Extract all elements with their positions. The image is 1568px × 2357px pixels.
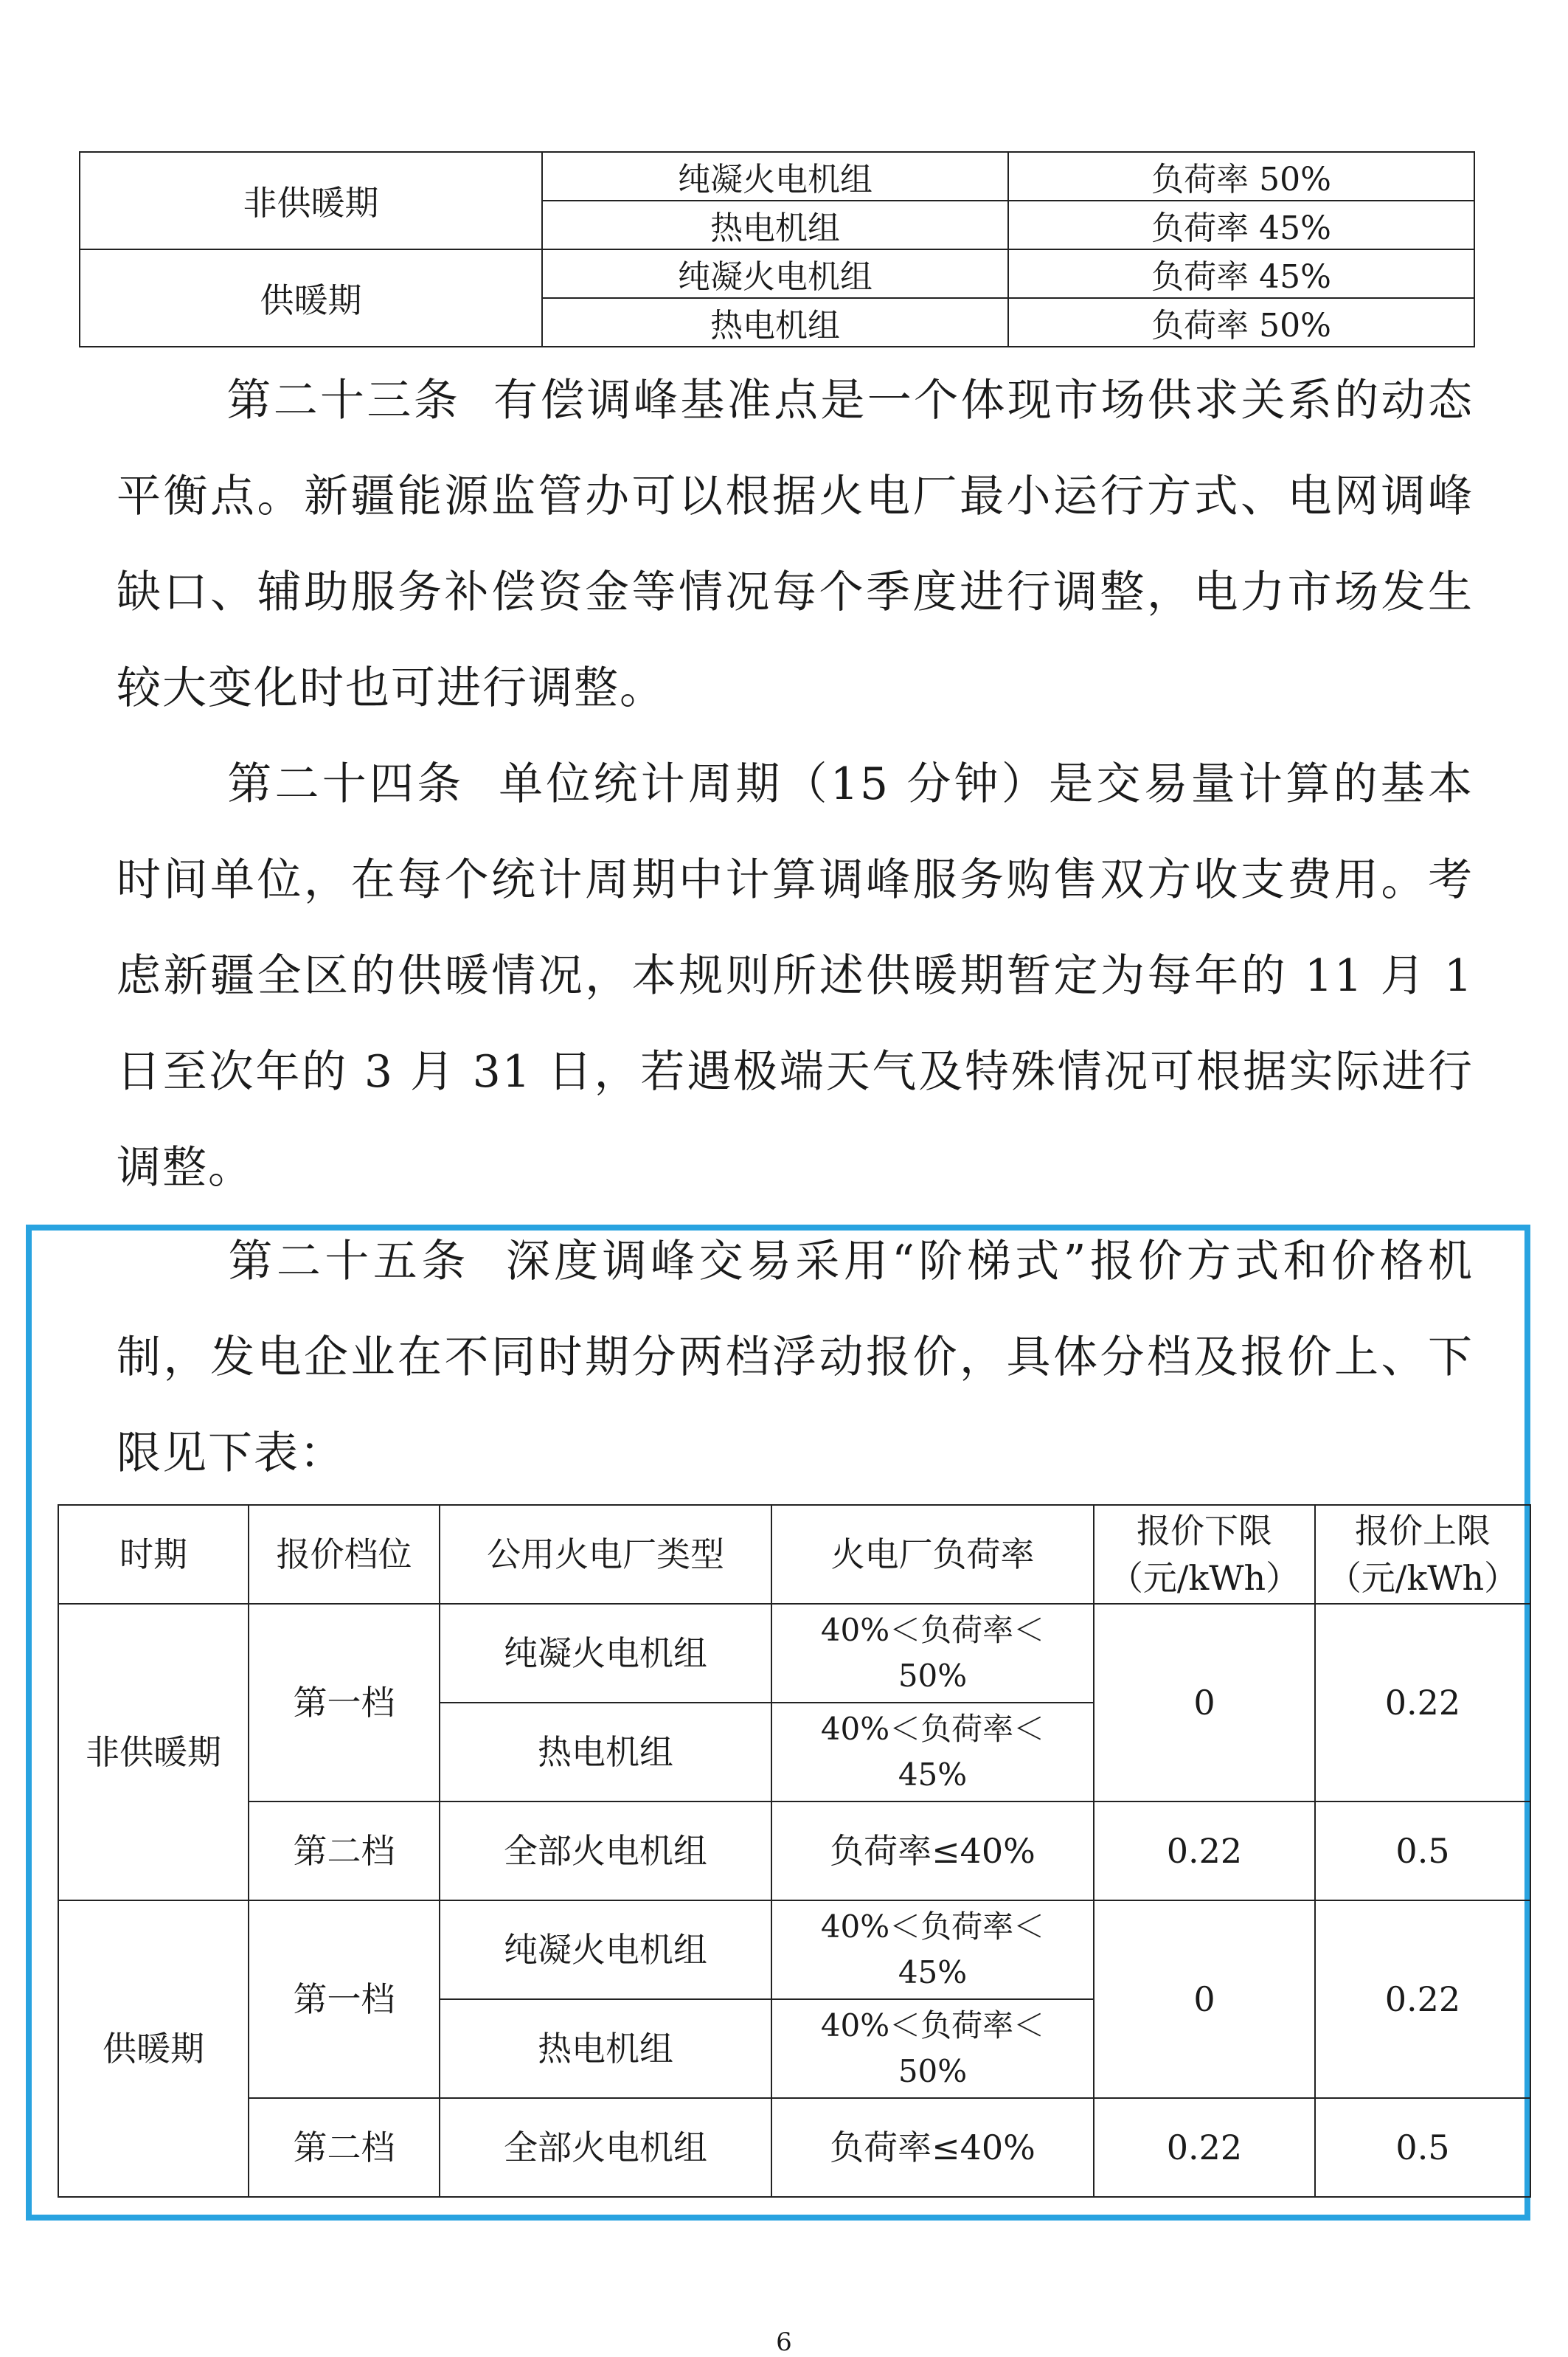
lower-limit-cell: 0.22 [1094,2098,1315,2197]
load-rate-cell: 负荷率≤40% [771,1802,1094,1900]
lower-limit-cell: 0 [1094,1900,1315,2098]
load-rate-cell: 40%＜负荷率＜ 45% [771,1703,1094,1802]
load-rate-cell: 40%＜负荷率＜ 45% [771,1900,1094,1999]
period-cell: 供暖期 [58,1900,249,2197]
upper-limit-cell: 0.5 [1315,1802,1530,1900]
article-25 [117,1214,1474,1501]
article-text: 有偿调峰基准点是一个体现市场供求关系的动态平衡点。新疆能源监管办可以根据火电厂最小运行方式、电网调峰缺口、辅助服务补偿资金等情况每个季度进行调整，电力市场发生较大变化时也可进行调整。 [117,375,1474,714]
load-rate-cell: 40%＜负荷率＜ 50% [771,1604,1094,1703]
period-cell: 供暖期 [80,249,542,347]
plant-type-cell: 全部火电机组 [440,2098,771,2197]
price-tier-table [58,1504,1531,2198]
upper-limit-cell: 0.22 [1315,1604,1530,1802]
article-text: 单位统计周期（15 分钟）是交易量计算的基本时间单位，在每个统计周期中计算调峰服务购售双方收支费用。考虑新疆全区的供暖情况，本规则所述供暖期暂定为每年的 11 月 1 日至次年的 3 月 31 日，若遇极端天气及特殊情况可根据实际进行调整。 [117,758,1474,1194]
lower-limit-cell: 0.22 [1094,1802,1315,1900]
plant-type-cell: 纯凝火电机组 [440,1604,771,1703]
period-cell: 非供暖期 [80,152,542,249]
page-number: 6 [776,2327,792,2357]
table-header-row [58,1505,1530,1604]
header-period: 时期 [58,1505,249,1604]
header-upper-limit: 报价上限 （元/kWh） [1315,1505,1530,1604]
load-cell: 负荷率 45% [1008,201,1474,249]
article-heading: 第二十四条 [226,758,465,810]
article-heading: 第二十三条 [226,375,461,426]
tier-cell: 第一档 [249,1604,440,1802]
plant-type-cell: 热电机组 [440,1999,771,2098]
base-load-table [79,151,1475,347]
article-heading: 第二十五条 [226,1236,470,1287]
header-load-rate: 火电厂负荷率 [771,1505,1094,1604]
unit-cell: 纯凝火电机组 [542,249,1008,298]
plant-type-cell: 热电机组 [440,1703,771,1802]
table-row [58,1802,1530,1900]
unit-cell: 纯凝火电机组 [542,152,1008,201]
header-plant-type: 公用火电厂类型 [440,1505,771,1604]
lower-limit-cell: 0 [1094,1604,1315,1802]
load-rate-cell: 负荷率≤40% [771,2098,1094,2197]
article-23 [117,353,1474,736]
period-cell: 非供暖期 [58,1604,249,1900]
load-rate-cell: 40%＜负荷率＜ 50% [771,1999,1094,2098]
table-row [58,1900,1530,1999]
table-row [58,2098,1530,2197]
tier-cell: 第二档 [249,1802,440,1900]
tier-cell: 第一档 [249,1900,440,2098]
upper-limit-cell: 0.5 [1315,2098,1530,2197]
table-row [58,1604,1530,1703]
header-tier: 报价档位 [249,1505,440,1604]
header-lower-limit: 报价下限 （元/kWh） [1094,1505,1315,1604]
unit-cell: 热电机组 [542,298,1008,347]
upper-limit-cell: 0.22 [1315,1900,1530,2098]
unit-cell: 热电机组 [542,201,1008,249]
plant-type-cell: 纯凝火电机组 [440,1900,771,1999]
tier-cell: 第二档 [249,2098,440,2197]
article-text: 深度调峰交易采用“阶梯式”报价方式和价格机制，发电企业在不同时期分两档浮动报价，具体分档及报价上、下限见下表： [117,1236,1474,1479]
load-cell: 负荷率 50% [1008,152,1474,201]
article-24 [117,736,1474,1216]
load-cell: 负荷率 45% [1008,249,1474,298]
plant-type-cell: 全部火电机组 [440,1802,771,1900]
load-cell: 负荷率 50% [1008,298,1474,347]
